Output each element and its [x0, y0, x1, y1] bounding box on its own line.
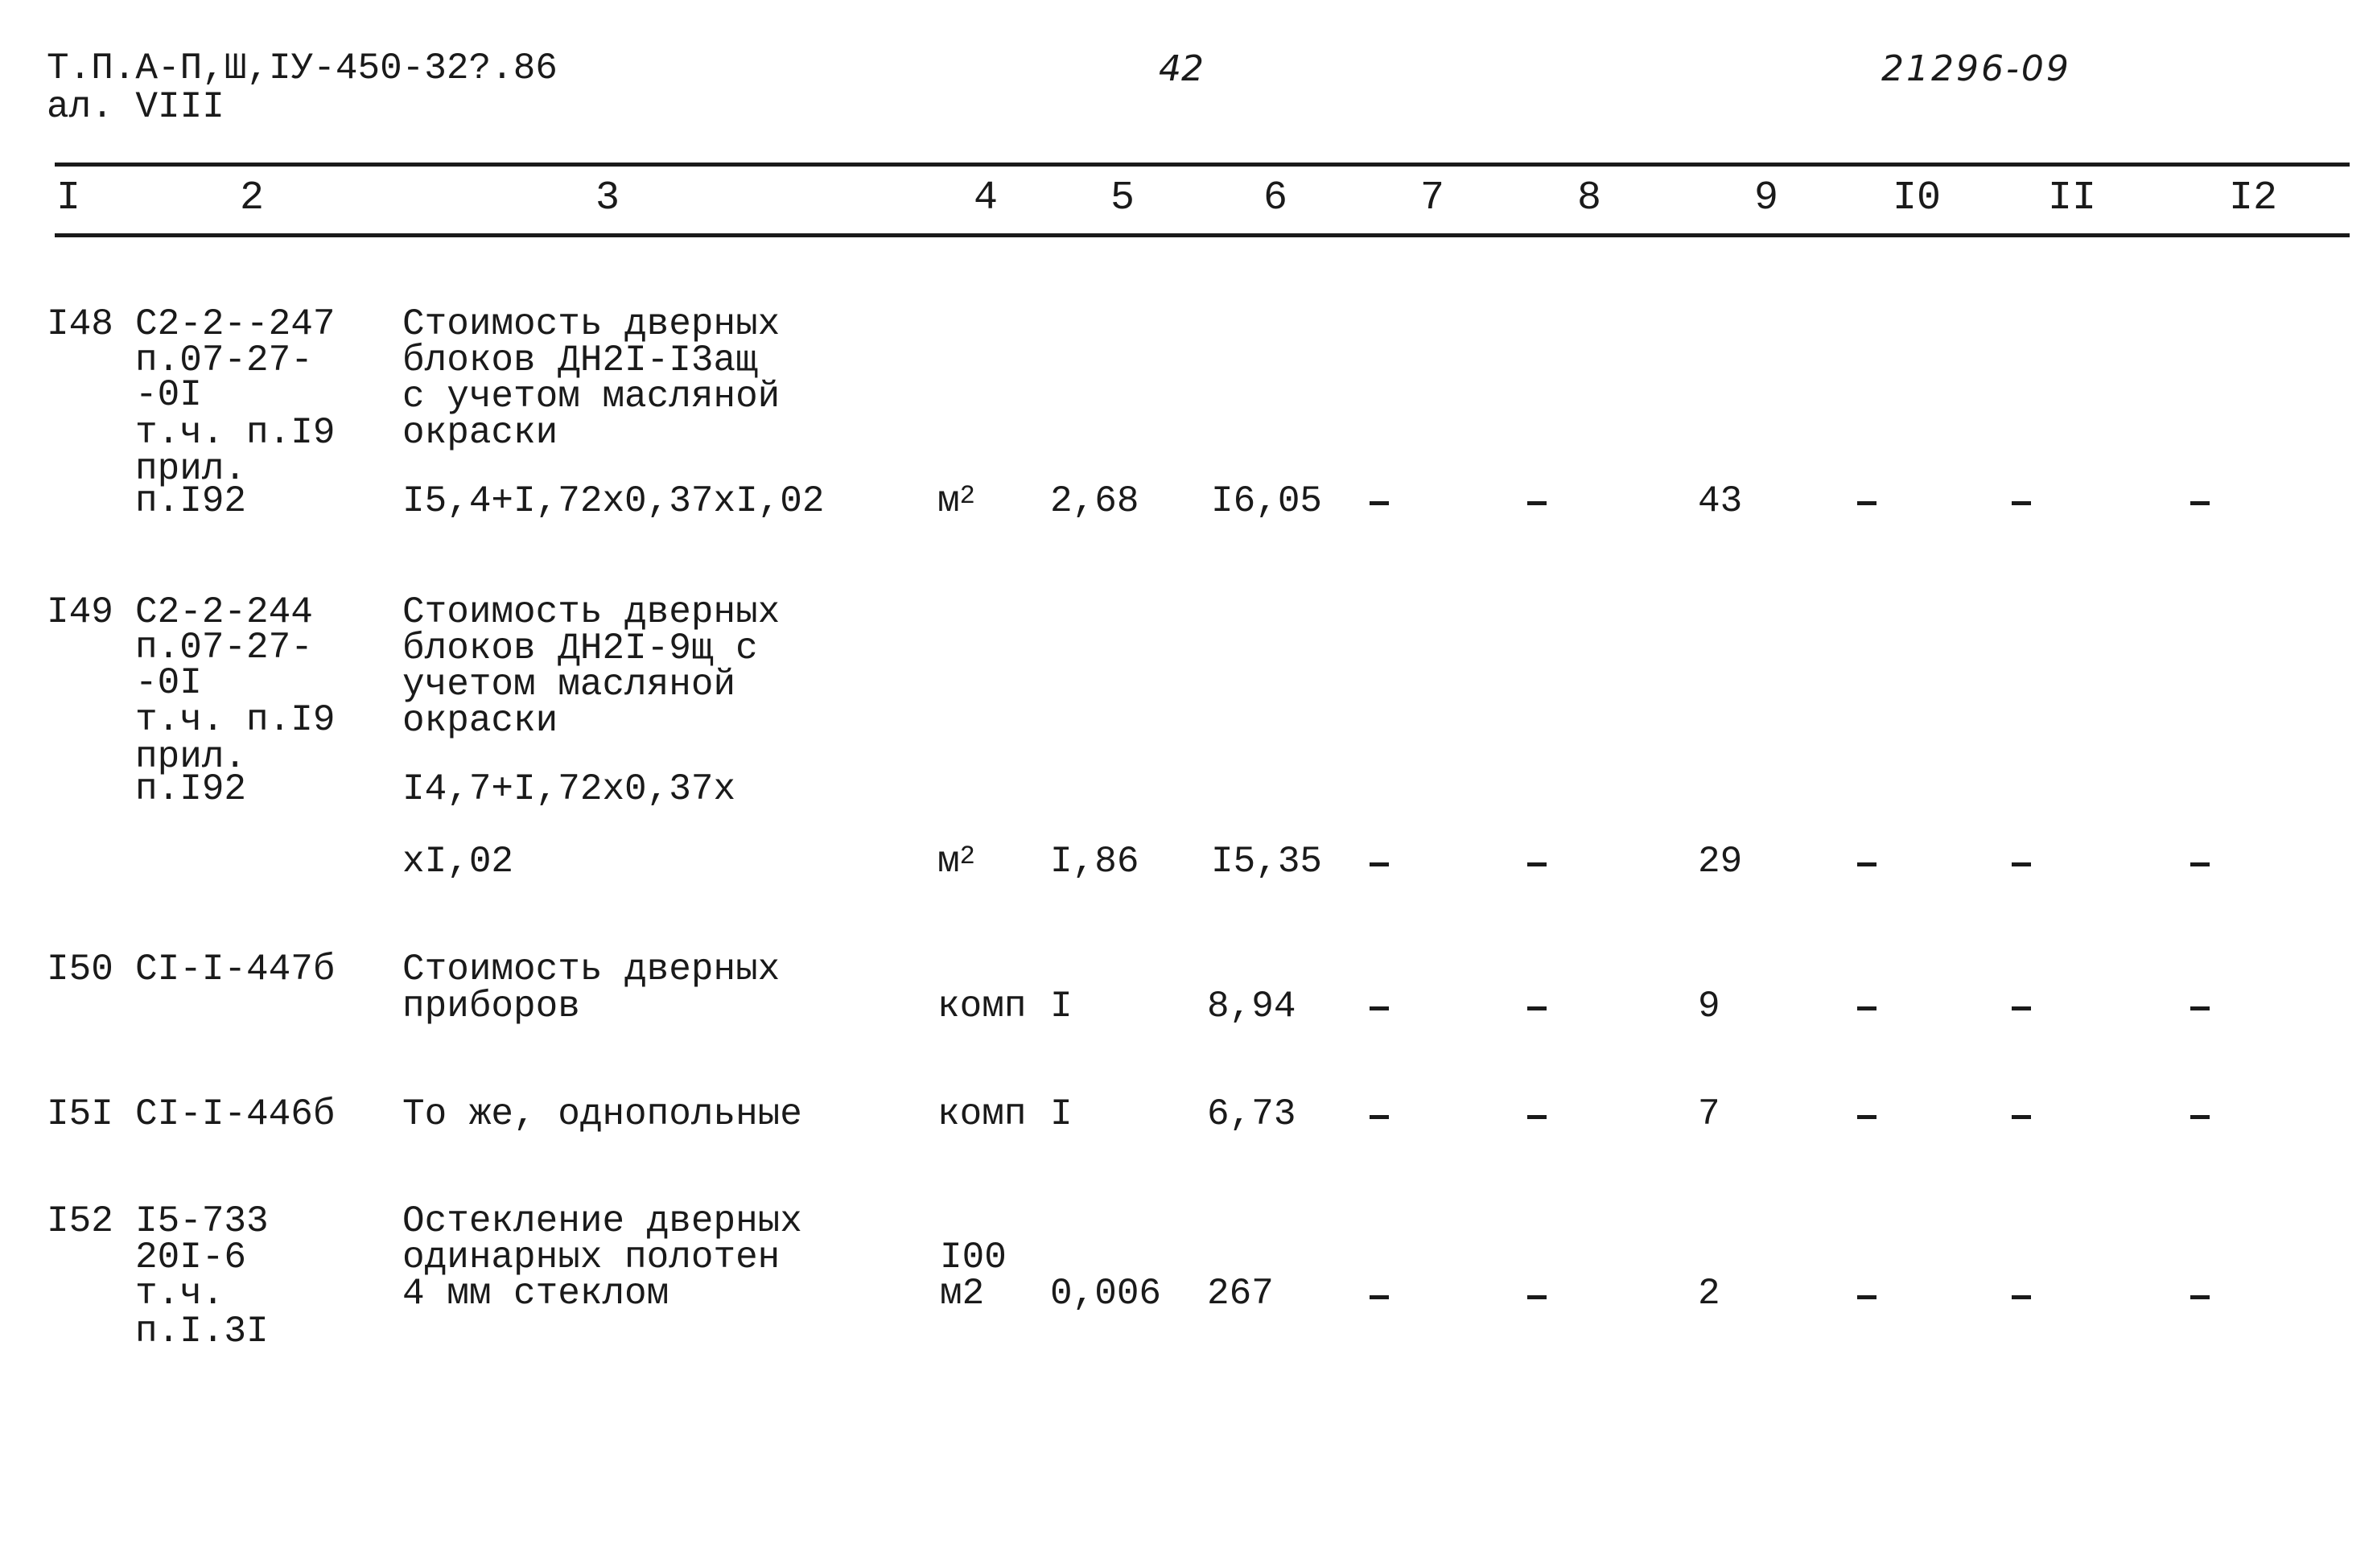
empty-cell-dash	[1370, 1006, 1389, 1010]
quantity: 2,68	[1050, 480, 1139, 522]
reference-code: I5-733	[135, 1200, 269, 1242]
empty-cell-dash	[2190, 862, 2210, 866]
empty-cell-dash	[2012, 862, 2031, 866]
empty-cell-dash	[2190, 501, 2210, 505]
col-header-5: 5	[1110, 175, 1135, 221]
unit-line-2: м2	[940, 1273, 985, 1315]
description-line: окраски	[402, 412, 558, 454]
description-line: одинарных полотен	[402, 1237, 781, 1278]
unit-price: 267	[1207, 1273, 1274, 1315]
description-line: приборов	[402, 986, 580, 1027]
column-9-value: 7	[1698, 1093, 1720, 1135]
empty-cell-dash	[1527, 1006, 1547, 1010]
description-line: Стоимость дверных	[402, 949, 781, 990]
col-header-11: II	[2048, 175, 2097, 221]
description-line: Стоимость дверных	[402, 591, 781, 633]
unit: комп	[937, 986, 1027, 1027]
unit-price: I5,35	[1211, 841, 1323, 883]
col-header-12: I2	[2229, 175, 2278, 221]
album-label: ал. VIII	[47, 86, 225, 128]
empty-cell-dash	[2190, 1295, 2210, 1299]
header-bottom-rule	[55, 233, 2350, 237]
empty-cell-dash	[1370, 501, 1389, 505]
column-9-value: 9	[1698, 986, 1720, 1027]
col-header-1: I	[56, 175, 81, 221]
empty-cell-dash	[1857, 1006, 1876, 1010]
empty-cell-dash	[1857, 501, 1876, 505]
reference-code: 20I-6	[135, 1237, 247, 1278]
description-line: Стоимость дверных	[402, 303, 781, 345]
unit-price: 8,94	[1207, 986, 1296, 1027]
reference-code: -0I	[135, 374, 202, 416]
unit: $м^2$	[937, 841, 975, 883]
col-header-6: 6	[1263, 175, 1288, 221]
col-header-9: 9	[1754, 175, 1779, 221]
reference-code: -0I	[135, 662, 202, 704]
row-number: I50	[47, 949, 113, 990]
empty-cell-dash	[1527, 1115, 1547, 1119]
reference-code: СI-I-447б	[135, 949, 336, 990]
quantity: I,86	[1050, 841, 1139, 883]
empty-cell-dash	[1857, 1115, 1876, 1119]
description-line: учетом масляной	[402, 664, 736, 706]
unit-price: 6,73	[1207, 1093, 1296, 1135]
description-line: блоков ДН2I-9щ с	[402, 628, 758, 669]
reference-code: прил.	[135, 448, 247, 490]
col-header-10: I0	[1893, 175, 1942, 221]
row-number: I5I	[47, 1093, 113, 1135]
quantity: I	[1050, 1093, 1073, 1135]
description-line: 4 мм стеклом	[402, 1273, 669, 1315]
empty-cell-dash	[1857, 862, 1876, 866]
reference-code: п.07-27-	[135, 627, 313, 669]
reference-code: п.07-27-	[135, 340, 313, 381]
row-number: I52	[47, 1200, 113, 1242]
reference-code: СI-I-446б	[135, 1093, 336, 1135]
empty-cell-dash	[1370, 862, 1389, 866]
reference-code: т.ч. п.I9	[135, 699, 336, 741]
description-line: То же, однопольные	[402, 1093, 802, 1135]
document-code: Т.П.А-П,Ш,IУ-450-32?.86	[47, 47, 558, 89]
row-number: I49	[47, 591, 113, 633]
unit: $м^2$	[937, 480, 975, 522]
document-number: 21296-09	[1881, 48, 2071, 89]
description-line: Остекление дверных	[402, 1200, 802, 1242]
unit: I00	[940, 1237, 1007, 1278]
reference-code: прил.	[135, 736, 247, 778]
row-number: I48	[47, 303, 113, 345]
header-top-rule	[55, 163, 2350, 167]
quantity: I	[1050, 986, 1073, 1027]
description-line: окраски	[402, 700, 558, 742]
description-line: блоков ДН2I-I3ащ	[402, 340, 758, 381]
empty-cell-dash	[2190, 1006, 2210, 1010]
quantity-formula: I4,7+I,72x0,37x	[402, 768, 736, 810]
col-header-3: 3	[595, 175, 620, 221]
reference-code: п.I.3I	[135, 1311, 269, 1352]
reference-code: п.I92	[135, 768, 247, 810]
quantity: 0,006	[1050, 1273, 1162, 1315]
empty-cell-dash	[1370, 1115, 1389, 1119]
col-header-4: 4	[974, 175, 999, 221]
col-header-7: 7	[1420, 175, 1445, 221]
reference-code: С2-2--247	[135, 303, 336, 345]
empty-cell-dash	[2012, 1295, 2031, 1299]
empty-cell-dash	[2012, 501, 2031, 505]
empty-cell-dash	[1857, 1295, 1876, 1299]
empty-cell-dash	[1370, 1295, 1389, 1299]
col-header-8: 8	[1577, 175, 1602, 221]
reference-code: т.ч. п.I9	[135, 412, 336, 454]
quantity-formula-continued: xI,02	[402, 841, 514, 883]
empty-cell-dash	[2190, 1115, 2210, 1119]
col-header-2: 2	[240, 175, 265, 221]
description-line: с учетом масляной	[402, 376, 781, 418]
reference-code: т.ч.	[135, 1273, 225, 1315]
empty-cell-dash	[1527, 862, 1547, 866]
reference-code: п.I92	[135, 480, 247, 522]
unit: комп	[937, 1093, 1027, 1135]
empty-cell-dash	[2012, 1115, 2031, 1119]
column-9-value: 43	[1698, 480, 1743, 522]
page-number: 42	[1159, 48, 1204, 89]
column-9-value: 2	[1698, 1273, 1720, 1315]
unit-price: I6,05	[1211, 480, 1323, 522]
empty-cell-dash	[1527, 1295, 1547, 1299]
reference-code: С2-2-244	[135, 591, 313, 633]
column-9-value: 29	[1698, 841, 1743, 883]
quantity-formula: I5,4+I,72x0,37xI,02	[402, 480, 825, 522]
empty-cell-dash	[1527, 501, 1547, 505]
empty-cell-dash	[2012, 1006, 2031, 1010]
